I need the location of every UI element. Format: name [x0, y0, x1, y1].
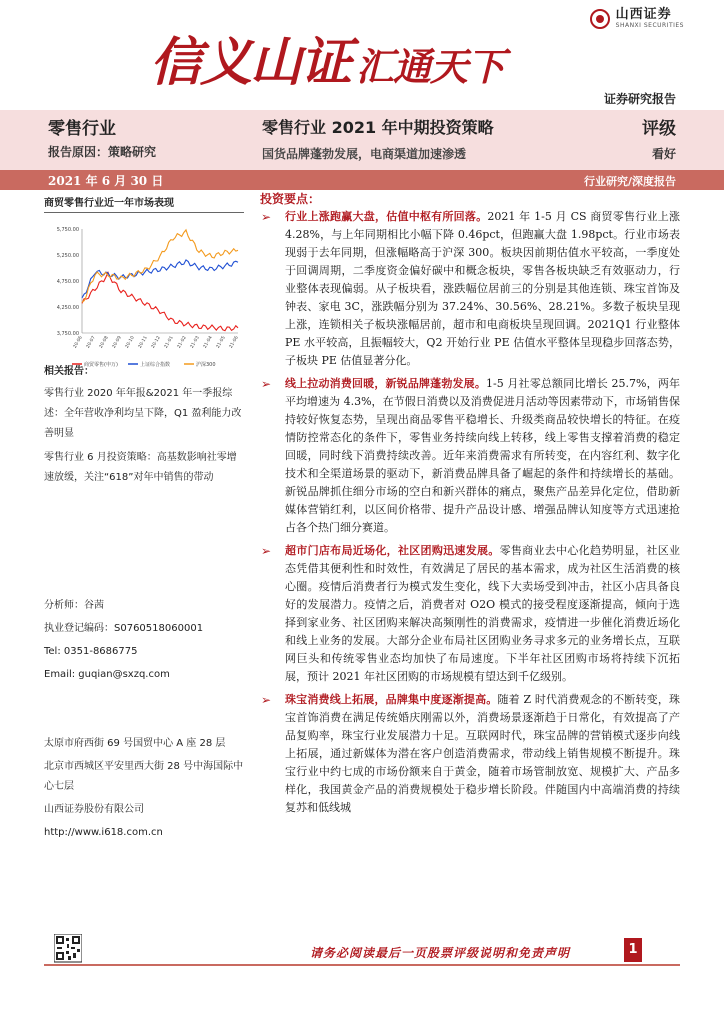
x-tick-label: 21-04 — [202, 335, 214, 350]
address-taiyuan: 太原市府西街 69 号国贸中心 A 座 28 层 — [44, 738, 226, 749]
x-tick-label: 21-02 — [176, 335, 188, 350]
analyst-name: 分析师：谷茜 — [44, 600, 104, 611]
slogan-sub: 汇通天下 — [356, 44, 505, 89]
key-point-lead: 超市门店布局近场化，社区团购迅速发展。 — [285, 544, 500, 557]
logo-name-cn: 山西证券 — [615, 7, 672, 22]
report-series: 行业研究/深度报告 — [583, 175, 676, 188]
related-report-1[interactable]: 零售行业 2020 年年报&2021 年一季报综述：全年营收净利均呈下降，Q1 盈利能力改善明显 — [44, 388, 242, 439]
rating-value: 看好 — [651, 147, 676, 161]
industry-name: 零售行业 — [48, 119, 116, 139]
market-performance-chart — [44, 223, 244, 373]
arrow-bullet-icon: ➢ — [261, 693, 272, 707]
key-point-1 — [260, 208, 680, 370]
arrow-bullet-icon: ➢ — [261, 377, 272, 391]
report-reason: 报告原因：策略研究 — [48, 145, 157, 159]
analyst-license: 执业登记编码：S0760518060001 — [44, 623, 204, 634]
x-tick-label: 20-07 — [85, 335, 97, 350]
y-tick-label: 5,250.00 — [56, 253, 79, 259]
analyst-tel: Tel: 0351-8686775 — [44, 646, 138, 657]
logo-name-en: SHANXI SECURITIES — [615, 22, 684, 29]
y-tick-label: 3,750.00 — [56, 331, 79, 337]
analyst-info — [44, 596, 244, 685]
footer-divider — [44, 964, 680, 966]
company-url[interactable]: http://www.i618.com.cn — [44, 827, 163, 838]
related-heading: 相关报告： — [44, 366, 94, 377]
title-band — [0, 110, 724, 170]
company-address — [44, 734, 244, 843]
key-point-body: 2021 年 1-5 月 CS 商贸零售行业上涨 4.28%，与上年同期相比小幅下降 0.46pct，但跑赢大盘 1.98pct。行业市场表现弱于去年同期，但涨幅略高于沪深 300。板块因前期估值水平较高，一季度处于回调周期，二季度资金偏好碳中和概念板块，零售各板块缺乏有效驱动力，行业整体表现偏弱。从子板块看，涨跌幅位居前三的分别是其他连锁、珠宝首饰及钟表、家电 3C，涨跌幅分别为 37.24%、30.56%、28.21%。多数子板块呈现上涨，连锁相关子板块涨幅居前，超市和电商板块呈现回调。2021Q1 行业整体 PE 水平较高，且振幅较大，Q2 开始行业 PE 估值水平整体呈现稳步回落态势，子板块 PE 估值显著分化。 — [285, 210, 680, 367]
key-point-lead: 行业上涨跑赢大盘，估值中枢有所回落。 — [285, 210, 488, 223]
series-line-3 — [82, 230, 238, 302]
y-tick-label: 4,250.00 — [56, 305, 79, 311]
left-column — [44, 192, 244, 373]
address-beijing: 北京市西城区平安里西大街 28 号中海国际中心七层 — [44, 761, 244, 792]
key-point-body: 1-5 月社零总额同比增长 25.7%，两年平均增速为 4.3%，在节假日消费以及消费促进月活动等因素带动下，市场销售保持较好恢复态势，呈现出商品零售平稳增长、升级类商品较快增长的特征。在疫情防控常态化的条件下，零售业务持续向线上转移，线上零售支撑着消费的稳定回暖，同时线下消费持续改善。近年来消费需求有所转变，在内容红利、数字化技术和全渠道场景的驱动下，新消费品牌具备了崛起的条件和持续增长的基础。新锐品牌抓住细分市场的空白和新兴群体的痛点，聚焦产品差异化定位，借助新媒体营销红利，以区间价格带、提升产品设计感、增强品牌认知度等方式迅速抢占各个热门细分赛道。 — [285, 377, 681, 534]
legend-label-1: 商贸零售(申万) — [84, 362, 118, 368]
x-tick-label: 20-12 — [150, 335, 162, 350]
x-tick-label: 20-08 — [98, 335, 110, 350]
x-tick-label: 20-06 — [72, 335, 84, 350]
chart-svg — [44, 223, 244, 373]
key-point-lead: 线上拉动消费回暖，新锐品牌蓬勃发展。 — [285, 377, 487, 390]
report-subtitle: 国货品牌蓬勃发展，电商渠道加速渗透 — [262, 147, 467, 161]
series-line-1 — [82, 272, 238, 330]
rating-label: 评级 — [642, 119, 676, 139]
key-points-heading: 投资要点： — [260, 192, 321, 206]
related-reports — [44, 362, 244, 488]
related-report-2[interactable]: 零售行业 6 月投资策略：高基数影响社零增速放缓，关注“618”对年中销售的带动 — [44, 452, 237, 483]
key-point-body: 零售商业去中心化趋势明显，社区业态凭借其便利性和时效性，有效满足了居民的基本需求，成为社区生活消费的核心圈。疫情后消费者行为模式发生变化，线下大卖场受到冲击，社区小店具备良好的发展潜力。疫情之后，消费者对 O2O 模式的接受程度逐渐提高，倾向于选择到家业务、社区团购来解决高频刚性的消费需求，疫情进一步催化消费近场化和线上业务的发展。大部分企业布局社区团购业务寻求多元的业务增长点，互联网巨头和传统零售业态均加快了布局速度。下半年社区团购市场将持续下沉拓展，预计 2021 年社区团购的市场规模有望达到千亿级别。 — [285, 544, 681, 683]
arrow-bullet-icon: ➢ — [261, 544, 272, 558]
y-tick-label: 4,750.00 — [56, 279, 79, 285]
x-tick-label: 21-05 — [215, 335, 227, 350]
report-title: 零售行业 2021 年中期投资策略 — [262, 118, 494, 137]
key-point-lead: 珠宝消费线上拓展，品牌集中度逐渐提高。 — [285, 693, 498, 706]
key-points — [260, 190, 680, 822]
company-logo — [590, 8, 684, 29]
key-point-4 — [260, 691, 680, 817]
x-tick-label: 20-11 — [137, 335, 149, 350]
x-tick-label: 20-09 — [111, 335, 123, 350]
footer-disclaimer: 请务必阅读最后一页股票评级说明和免责声明 — [310, 946, 571, 960]
legend-label-3: 沪深300 — [196, 362, 216, 368]
logo-mark-icon — [590, 9, 610, 29]
y-tick-label: 5,750.00 — [56, 227, 79, 233]
legend-label-2: 上证综合指数 — [140, 362, 171, 368]
x-tick-label: 20-10 — [124, 335, 136, 350]
report-date: 2021 年 6 月 30 日 — [48, 174, 164, 188]
qr-code-icon — [54, 934, 82, 968]
document-type: 证券研究报告 — [603, 92, 676, 106]
x-tick-label: 21-03 — [189, 335, 201, 350]
x-tick-label: 21-06 — [228, 335, 240, 350]
x-tick-label: 21-01 — [163, 335, 175, 350]
key-point-body: 随着 Z 时代消费观念的不断转变，珠宝首饰消费在满足传统婚庆刚需以外，消费场景逐渐趋于日常化，有效提高了产品复购率，珠宝行业发展潜力十足。互联网时代，珠宝品牌的营销模式逐步向线上拓展，通过新媒体为潜在客户创造消费需求，带动线上销售规模不断提升。珠宝行业中约七成的市场份额来自于黄金，随着市场管制放宽、规模扩大、产品多样化，我国黄金产品的消费规模处于稳步增长阶段。伴随国内中高端消费的持续复苏和低线城 — [285, 693, 680, 814]
page-number: 1 — [624, 938, 642, 962]
slogan — [150, 20, 504, 95]
arrow-bullet-icon: ➢ — [261, 210, 272, 224]
analyst-email[interactable]: Email: guqian@sxzq.com — [44, 669, 170, 680]
key-point-2 — [260, 375, 680, 537]
key-point-3 — [260, 542, 680, 686]
date-band — [0, 170, 724, 190]
company-name: 山西证券股份有限公司 — [44, 804, 144, 815]
chart-title: 商贸零售行业近一年市场表现 — [44, 194, 244, 213]
slogan-main: 信义山证 — [150, 32, 351, 93]
